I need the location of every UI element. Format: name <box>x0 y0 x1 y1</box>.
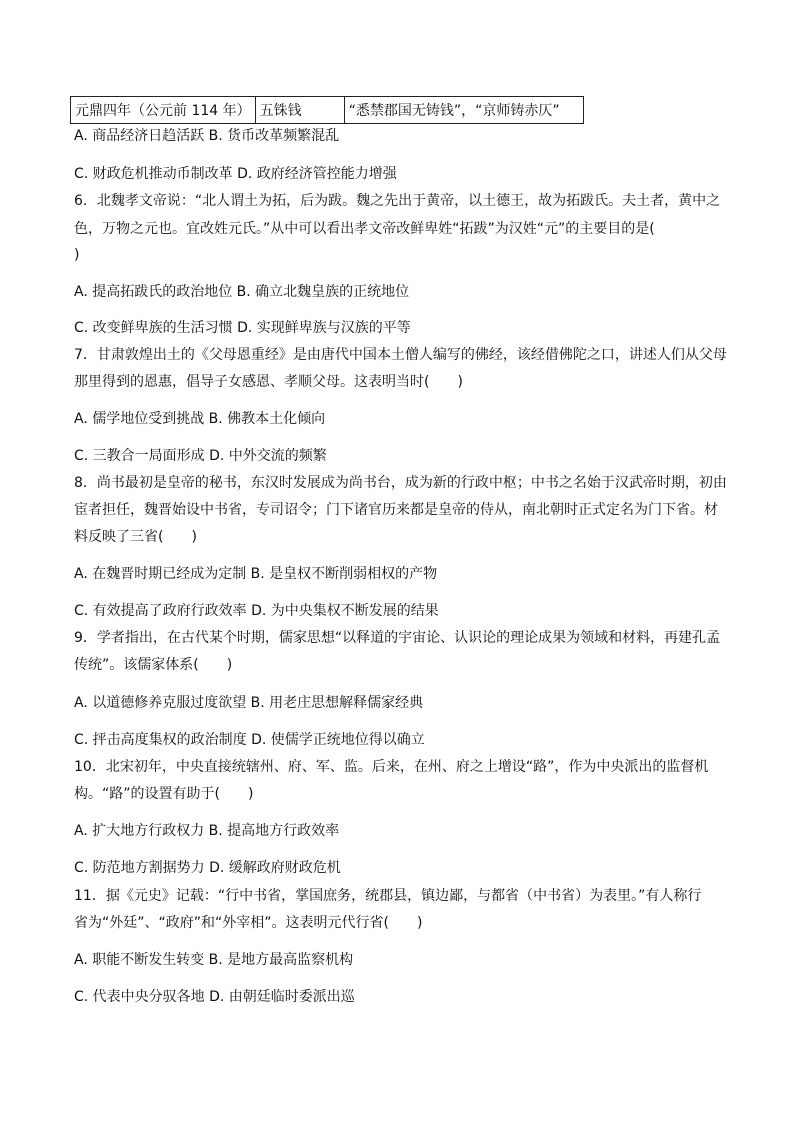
q8-text-line-3: 料反映了三省( ) <box>74 529 197 545</box>
q10-text-line-2: 构。“路”的设置有助于( ) <box>74 786 254 802</box>
table-row <box>71 97 584 124</box>
q11-options-ab: A. 职能不断发生转变 B. 是地方最高监察机构 <box>74 952 354 968</box>
q7-text-line-2: 那里得到的恩惠，倡导子女感恩、孝顺父母。这表明当时( ) <box>74 374 463 390</box>
q11-text-line-2: 省为“外廷”、“政府”和“外宰相”。这表明元代行省( ) <box>74 915 423 931</box>
q6-text-line-1: 6．北魏孝文帝说：“北人谓土为拓，后为跋。魏之先出于黄帝，以土德王，故为拓跋氏。夫土者，黄中之 <box>74 193 721 209</box>
q10-options-cd: C. 防范地方割据势力 D. 缓解政府财政危机 <box>74 860 341 876</box>
q10-options-ab: A. 扩大地方行政权力 B. 提高地方行政效率 <box>74 823 340 839</box>
q9-options-ab: A. 以道德修养克服过度欲望 B. 用老庄思想解释儒家经典 <box>74 695 424 711</box>
q11-options-cd: C. 代表中央分驭各地 D. 由朝廷临时委派出巡 <box>74 989 355 1005</box>
q7-text-line-1: 7．甘肃敦煌出土的《父母恩重经》是由唐代中国本土僧人编写的佛经，该经借佛陀之口，讲述人们从父母 <box>74 347 727 363</box>
q5-options-ab: A. 商品经济日趋活跃 B. 货币改革频繁混乱 <box>74 128 340 144</box>
table-cell-year: 元鼎四年（公元前 114 年） <box>71 97 256 124</box>
q9-text-line-2: 传统”。该儒家体系( ) <box>74 657 233 673</box>
q6-options-cd: C. 改变鲜卑族的生活习惯 D. 实现鲜卑族与汉族的平等 <box>74 320 411 336</box>
q9-text-line-1: 9．学者指出，在古代某个时期，儒家思想“以释道的宇宙论、认识论的理论成果为领域和材料，再建孔孟 <box>74 630 721 646</box>
q8-text-line-1: 8．尚书最初是皇帝的秘书，东汉时发展成为尚书台，成为新的行政中枢；中书之名始于汉武帝时期，初由 <box>74 475 727 491</box>
q8-text-line-2: 宦者担任，魏晋始设中书省，专司诏令；门下诸官历来都是皇帝的侍从，南北朝时正式定名为门下省。材 <box>74 502 718 518</box>
q6-text-line-3: ) <box>74 247 80 263</box>
q11-text-line-1: 11．据《元史》记载：“行中书省，掌国庶务，统郡县，镇边鄙，与都省（中书省）为表里。”有人称行 <box>74 888 702 904</box>
currency-table <box>70 96 584 124</box>
q8-options-ab: A. 在魏晋时期已经成为定制 B. 是皇权不断削弱相权的产物 <box>74 566 438 582</box>
q6-text-line-2: 色，万物之元也。宜改姓元氏。”从中可以看出孝文帝改鲜卑姓“拓跋”为汉姓“元”的主要目的是( <box>74 221 655 237</box>
q5-options-cd: C. 财政危机推动币制改革 D. 政府经济管控能力增强 <box>74 166 397 182</box>
q7-options-cd: C. 三教合一局面形成 D. 中外交流的频繁 <box>74 448 327 464</box>
q8-options-cd: C. 有效提高了政府行政效率 D. 为中央集权不断发展的结果 <box>74 603 439 619</box>
q9-options-cd: C. 抨击高度集权的政治制度 D. 使儒学正统地位得以确立 <box>74 732 425 748</box>
table-cell-currency: 五铢钱 <box>255 97 344 124</box>
q7-options-ab: A. 儒学地位受到挑战 B. 佛教本土化倾向 <box>74 411 326 427</box>
table-cell-policy: “悉禁郡国无铸钱”，“京师铸赤仄” <box>344 97 583 124</box>
q10-text-line-1: 10．北宋初年，中央直接统辖州、府、军、监。后来，在州、府之上增设“路”，作为中央派出的监督机 <box>74 759 709 775</box>
q6-options-ab: A. 提高拓跋氏的政治地位 B. 确立北魏皇族的正统地位 <box>74 284 410 300</box>
